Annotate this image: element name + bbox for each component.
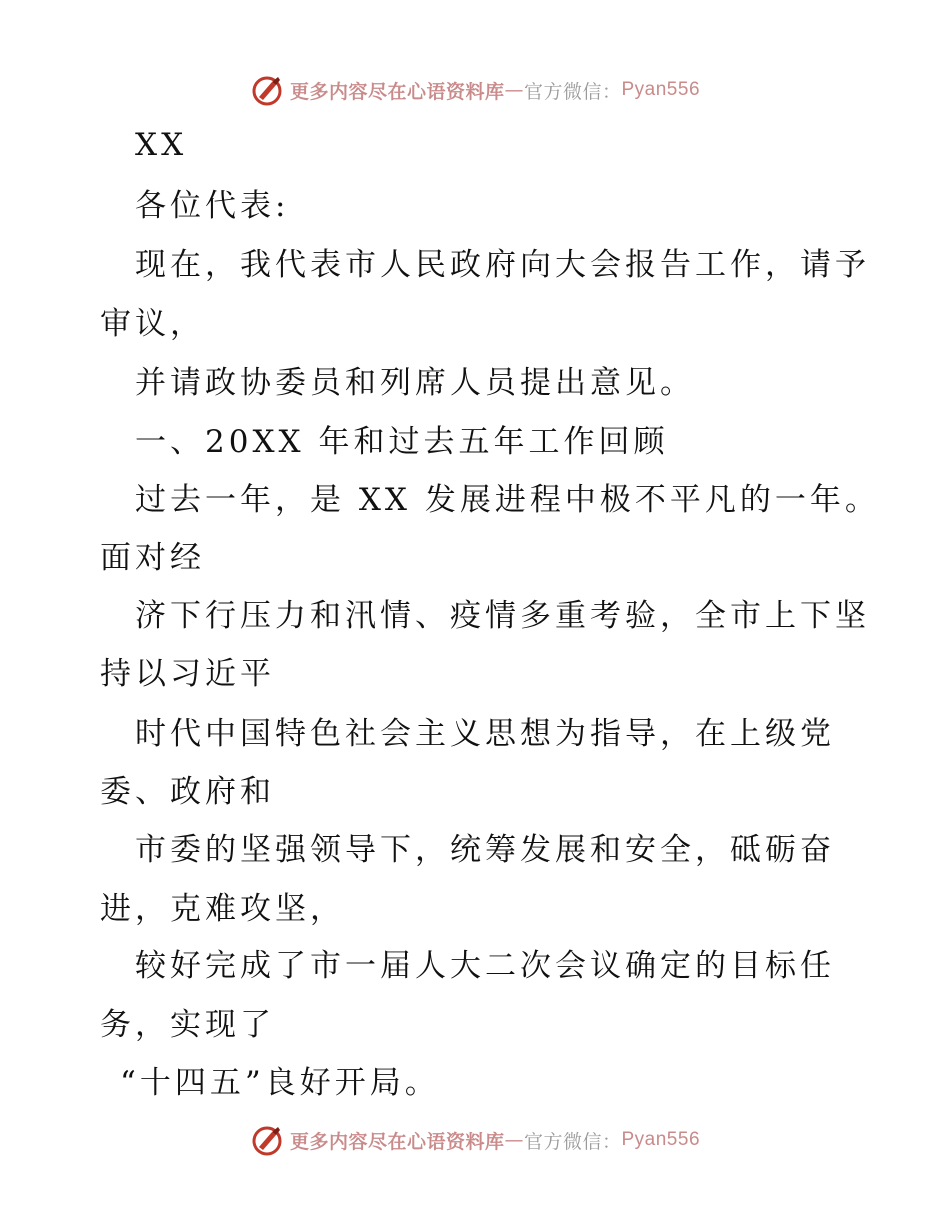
text-line: 市委的坚强领导下，统筹发展和安全，砥砺奋 (135, 832, 835, 868)
banner-wechat-id: Pyan556 (621, 79, 701, 100)
text-line: 较好完成了市一届人大二次会议确定的目标任 (135, 948, 835, 984)
banner-text: 更多内容尽在心语资料库 (289, 80, 505, 103)
text-line-heading: XX (135, 127, 188, 163)
text-line: 进，克难攻坚， (100, 891, 345, 927)
banner-text: 更多内容尽在心语资料库 (289, 1130, 505, 1153)
text-line: 持以习近平 (100, 656, 275, 692)
text-line: 过去一年，是 XX 发展进程中极不平凡的一年。 (135, 482, 880, 518)
text-line: “十四五”良好开局。 (120, 1065, 440, 1101)
text-line: 时代中国特色社会主义思想为指导，在上级党 (135, 716, 835, 752)
banner-label: 官方微信： (523, 1130, 622, 1153)
text-line: 审议， (100, 306, 205, 342)
banner-wechat-id: Pyan556 (621, 1129, 701, 1150)
text-line: 济下行压力和汛情、疫情多重考验，全市上下坚 (135, 598, 870, 634)
logo-icon (250, 1123, 284, 1157)
text-line-salutation: 各位代表: (135, 188, 290, 224)
section-title: 一、20XX 年和过去五年工作回顾 (135, 424, 669, 460)
text-line: 务，实现了 (100, 1007, 275, 1043)
text-line: 委、政府和 (100, 774, 275, 810)
text-line: 现在，我代表市人民政府向大会报告工作，请予 (135, 247, 870, 283)
text-line: 并请政协委员和列席人员提出意见。 (135, 365, 695, 401)
banner-separator: — (504, 79, 524, 101)
banner-label: 官方微信： (523, 80, 622, 103)
text-line: 面对经 (100, 540, 205, 576)
footer-banner (0, 1120, 950, 1160)
banner-separator: — (504, 1129, 524, 1151)
